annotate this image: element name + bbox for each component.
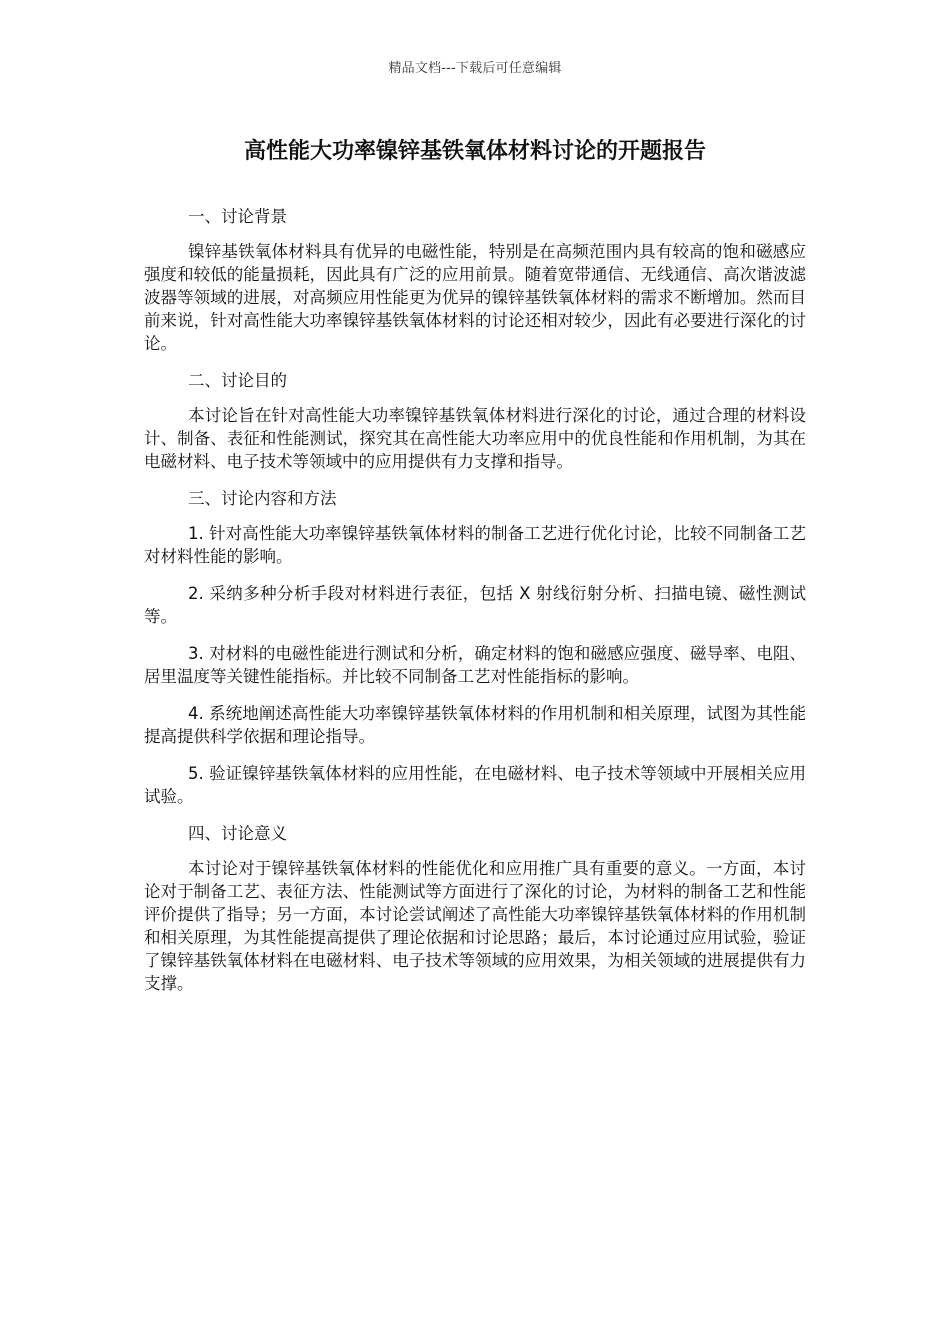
- method-item-1: 1. 针对高性能大功率镍锌基铁氧体材料的制备工艺进行优化讨论，比较不同制备工艺对材料性能的影响。: [144, 524, 806, 566]
- method-item-3: 3. 对材料的电磁性能进行测试和分析，确定材料的饱和磁感应强度、磁导率、电阻、居里温度等关键性能指标。并比较不同制备工艺对性能指标的影响。: [144, 644, 806, 686]
- header-note: 精品文档---下载后可任意编辑: [388, 61, 562, 76]
- section-heading-background: 一、讨论背景: [188, 207, 287, 226]
- section-heading-purpose: 二、讨论目的: [188, 371, 287, 390]
- method-item-4: 4. 系统地阐述高性能大功率镍锌基铁氧体材料的作用机制和相关原理，试图为其性能提高提供科学依据和理论指导。: [144, 704, 806, 746]
- section-heading-methods: 三、讨论内容和方法: [188, 489, 337, 508]
- document-body: [144, 205, 806, 1009]
- page-title: 高性能大功率镍锌基铁氧体材料讨论的开题报告: [243, 139, 706, 164]
- method-item-5: 5. 验证镍锌基铁氧体材料的应用性能，在电磁材料、电子技术等领域中开展相关应用试验。: [144, 764, 806, 806]
- section-text-purpose: 本讨论旨在针对高性能大功率镍锌基铁氧体材料进行深化的讨论，通过合理的材料设计、制备、表征和性能测试，探究其在高性能大功率应用中的优良性能和作用机制，为其在电磁材料、电子技术等领域中的应用提供有力支撑和指导。: [144, 406, 806, 471]
- section-heading-significance: 四、讨论意义: [188, 824, 287, 843]
- method-item-2: 2. 采纳多种分析手段对材料进行表征，包括 X 射线衍射分析、扫描电镜、磁性测试等。: [144, 584, 806, 626]
- section-text-significance: 本讨论对于镍锌基铁氧体材料的性能优化和应用推广具有重要的意义。一方面，本讨论对于制备工艺、表征方法、性能测试等方面进行了深化的讨论，为材料的制备工艺和性能评价提供了指导；另一方面，本讨论尝试阐述了高性能大功率镍锌基铁氧体材料的作用机制和相关原理，为其性能提高提供了理论依据和讨论思路；最后，本讨论通过应用试验，验证了镍锌基铁氧体材料在电磁材料、电子技术等领域的应用效果，为相关领域的进展提供有力支撑。: [144, 859, 806, 993]
- section-text-background: 镍锌基铁氧体材料具有优异的电磁性能，特别是在高频范围内具有较高的饱和磁感应强度和较低的能量损耗，因此具有广泛的应用前景。随着宽带通信、无线通信、高次谐波滤波器等领域的进展，对高频应用性能更为优异的镍锌基铁氧体材料的需求不断增加。然而目前来说，针对高性能大功率镍锌基铁氧体材料的讨论还相对较少，因此有必要进行深化的讨论。: [144, 242, 806, 353]
